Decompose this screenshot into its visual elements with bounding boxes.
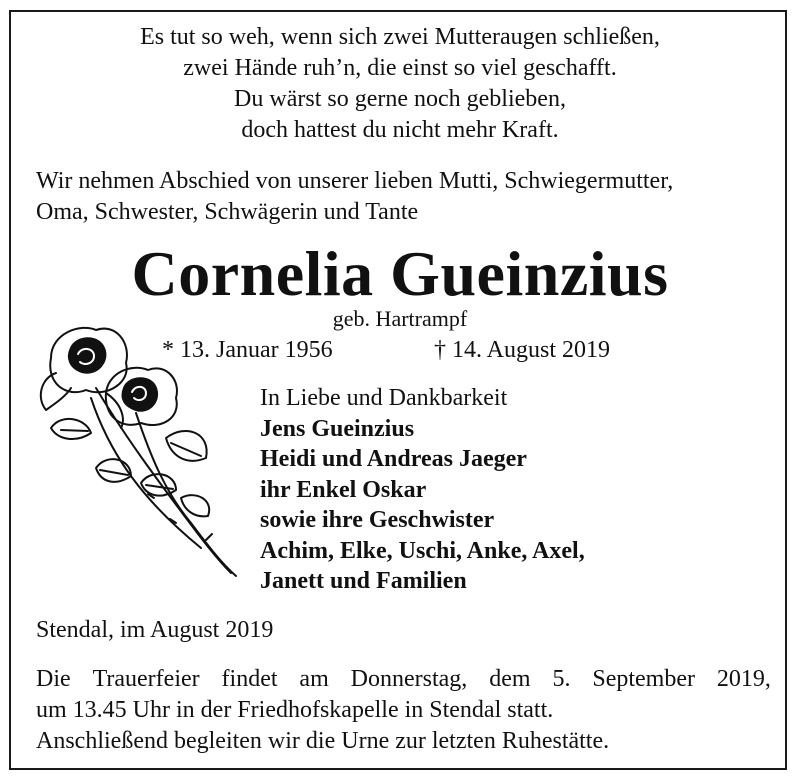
poem — [0, 22, 800, 146]
death-date: † 14. August 2019 — [434, 337, 611, 363]
service-line-justified — [36, 664, 771, 695]
service-info — [36, 664, 771, 757]
intro-line: Wir nehmen Abschied von unserer lieben Mutti, Schwiegermutter, — [36, 168, 674, 194]
service-word: findet — [221, 666, 278, 692]
poem-line: Du wärst so gerne noch geblieben, — [234, 86, 566, 112]
mourners — [260, 383, 585, 597]
poem-line: Es tut so weh, wenn sich zwei Mutteraugen schließen, — [140, 24, 660, 50]
maiden-name: geb. Hartrampf — [332, 306, 468, 331]
service-word: am — [299, 666, 329, 692]
poem-line: zwei Hände ruh’n, die einst so viel geschafft. — [183, 55, 617, 81]
service-line: um 13.45 Uhr in der Friedhofskapelle in Stendal statt. — [36, 697, 554, 723]
mourner-name: Jens Gueinzius — [260, 415, 415, 442]
service-word: September — [592, 666, 695, 692]
mourner-name: Achim, Elke, Uschi, Anke, Axel, — [260, 537, 585, 564]
service-word: 5. — [552, 666, 571, 692]
mourner-name: sowie ihre Geschwister — [260, 507, 495, 533]
mourner-name: ihr Enkel Oskar — [260, 476, 427, 503]
intro-line: Oma, Schwester, Schwägerin und Tante — [36, 199, 419, 225]
roses-icon — [36, 318, 246, 578]
birth-date: * 13. Januar 1956 — [162, 337, 333, 363]
service-word: Die — [36, 666, 71, 692]
place-date: Stendal, im August 2019 — [36, 617, 274, 643]
service-line: Anschließend begleiten wir die Urne zur letzten Ruhestätte. — [36, 728, 610, 754]
deceased-name: Cornelia Gueinzius — [131, 238, 669, 309]
mourner-name: Janett und Familien — [260, 568, 467, 594]
mourner-name: Heidi und Andreas Jaeger — [260, 446, 527, 472]
service-word: 2019, — [716, 666, 771, 692]
poem-line: doch hattest du nicht mehr Kraft. — [241, 117, 559, 143]
service-word: Trauerfeier — [92, 666, 200, 692]
mourners-intro: In Liebe und Dankbarkeit — [260, 385, 508, 411]
intro-text — [36, 166, 776, 228]
service-word: dem — [489, 666, 531, 692]
service-word: Donnerstag, — [350, 666, 468, 692]
